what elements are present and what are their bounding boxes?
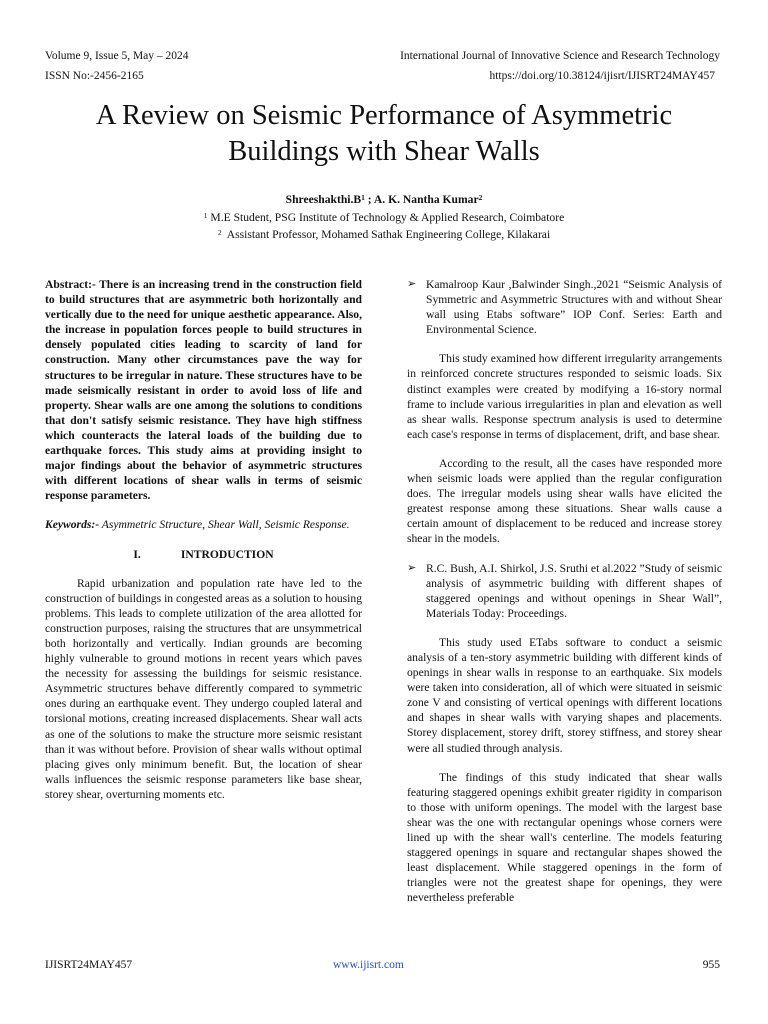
author-1-sup: 1 <box>361 193 365 202</box>
abstract-label: Abstract:- <box>45 278 96 291</box>
author-2-sup: 2 <box>478 193 483 202</box>
affiliation-2-text: Assistant Professor, Mohamed Sathak Engineering College, Kilakarai <box>221 228 551 241</box>
arrow-bullet-icon: ➢ <box>407 278 417 290</box>
header-issn: ISSN No:-2456-2165 <box>45 70 144 82</box>
affiliation-1-sup: 1 <box>203 211 208 220</box>
introduction-paragraph: Rapid urbanization and population rate have led to the construction of buildings in congested areas as a solution to housing problems. This leads to complete utilization of the area allotted for construction purposes, raising the structures that are unsymmetrical both horizontally and vertically. Indian grounds are becoming highly vulnerable to ground motions in recent years which paves the necessity for assessing the buildings for seismic resistance. Asymmetric structures behave differently compared to symmetric ones during an earthquake event. They undergo coupled lateral and torsional motions, creating increased displacements. Shear wall acts as one of the solutions to make the structure more seismic resistant than it was without before. Provision of shear walls without optimal placing gives only minimum benefit. But, the location of shear walls influences the seismic response parameters like base shear, storey shear, overturning moments etc. <box>45 576 362 801</box>
author-separator: ; <box>364 193 374 206</box>
affiliation-1-text: M.E Student, PSG Institute of Technology & Applied Research, Coimbatore <box>207 211 565 224</box>
ref2-paragraph-1: This study used ETabs software to conduct a seismic analysis of a ten-story asymmetric building with different kinds of openings in shear walls in response to an earthquake. Six models were taken into consideration, all of which were situated in seismic zone V and consisting of vertical openings with different locations and shapes in shear walls with varying shapes and placements. Storey displacement, storey drift, storey stiffness, and storey shear were all studied through analysis. <box>407 635 722 755</box>
section-heading-introduction <box>45 547 362 562</box>
left-column <box>45 277 362 802</box>
ref2-paragraph-2: The findings of this study indicated that shear walls featuring staggered openings exhibit greater rigidity in comparison to those with uniform openings. The model with the largest base shear was the one with rectangular openings whose corners were lined up with the shear wall's centerline. The models featuring staggered openings in square and rectangular shapes showed the least displacement. While staggered openings in the form of triangles were not the greatest shape for openings, they were nevertheless preferable <box>407 770 722 905</box>
keywords <box>45 517 362 532</box>
author-1: Shreeshakthi.B <box>285 193 362 206</box>
section-number: I. <box>133 547 141 561</box>
reference-item-2 <box>407 561 722 621</box>
ref1-paragraph-1: This study examined how different irregularity arrangements in reinforced concrete structures responded to seismic loads. Six distinct examples were created by modifying a 16-story normal frame to include various irregularities in plan and elevation as well as shear walls. Response spectrum analysis is used to determine each case's response in terms of displacement, drift, and base shear. <box>407 352 722 441</box>
right-column <box>407 277 722 905</box>
affiliation-2 <box>40 228 728 242</box>
ref1-paragraph-2: According to the result, all the cases have responded more when seismic loads were applied than the regular configuration does. The irregular models using shear walls have elicited the greatest response among these situations. Shear walls cause a certain amount of displacement to be reduced and increase storey shear in the models. <box>407 456 722 546</box>
abstract <box>45 277 362 503</box>
page-number: 955 <box>702 959 720 971</box>
reference-item-1 <box>407 277 722 337</box>
header-doi[interactable]: https://doi.org/10.38124/ijisrt/IJISRT24MAY457 <box>489 70 715 82</box>
author-line <box>40 193 728 207</box>
section-title: INTRODUCTION <box>180 547 274 561</box>
header-volume: Volume 9, Issue 5, May – 2024 <box>45 50 189 62</box>
footer-paper-id: IJISRT24MAY457 <box>45 959 133 971</box>
reference-citation-1: Kamalroop Kaur ,Balwinder Singh.,2021 “Seismic Analysis of Symmetric and Asymmetric Structures with and without Shear wall using Etabs software” IOP Conf. Series: Earth and Environmental Science. <box>426 278 722 337</box>
paper-title: A Review on Seismic Performance of Asymmetric Buildings with Shear Walls <box>95 100 673 167</box>
keywords-text: Asymmetric Structure, Shear Wall, Seismic Response. <box>99 518 350 532</box>
footer-url-link[interactable]: www.ijisrt.com <box>333 959 404 971</box>
affiliation-2-sup: 2 <box>217 228 222 237</box>
author-2: A. K. Nantha Kumar <box>373 193 479 206</box>
affiliation-1 <box>40 211 728 225</box>
arrow-bullet-icon: ➢ <box>407 561 417 574</box>
keywords-label: Keywords:- <box>45 518 100 532</box>
abstract-text: There is an increasing trend in the construction field to build structures that are asymmetric both horizontally and vertically due to the need for unique aesthetic appearance. Also, the increase in population forces people to build structures in densely populated cities leading to scarcity of land for construction. Many other circumstances pave the way for structures to be irregular in nature. These structures have to be made seismically resistant in order to avoid loss of life and property. Shear walls are one among the solutions to conditions that don't satisfy seismic resistance. They have high stiffness which counteracts the lateral loads of the building due to earthquake forces. This study aims at providing insight to major findings about the behavior of asymmetric structures with different locations of shear walls in terms of seismic response parameters. <box>45 278 362 503</box>
reference-citation-2: R.C. Bush, A.I. Shirkol, J.S. Sruthi et al.2022 ”Study of seismic analysis of asymmetric building with different shapes of staggered openings and without openings in Shear Wall”, Materials Today: Proceedings. <box>426 561 722 620</box>
header-journal: International Journal of Innovative Science and Research Technology <box>400 50 720 62</box>
